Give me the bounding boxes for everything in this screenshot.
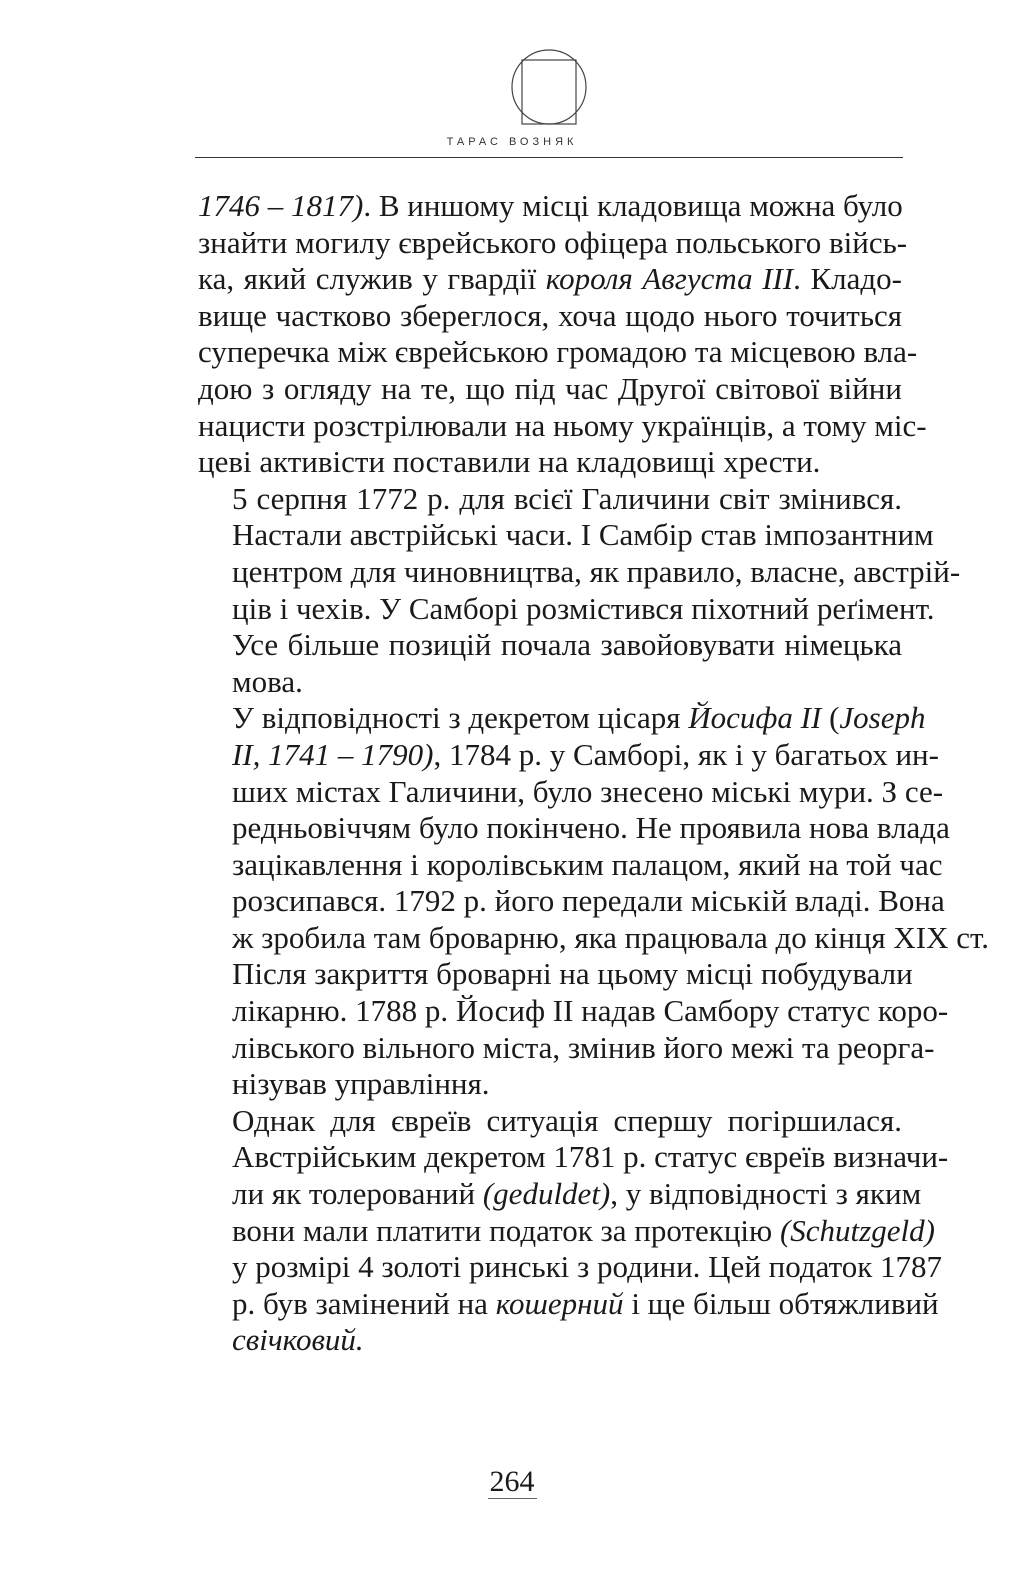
text-run: редньовіччям було покінчено. Не проявила нова влада	[232, 810, 950, 846]
text-run: У відповідності з декретом цісаря	[232, 700, 689, 736]
text-run: знайти могилу єврейського офіцера польського війсь-	[198, 224, 908, 260]
text-line	[198, 664, 902, 701]
text-run: р. був замінений на	[232, 1285, 496, 1321]
italic-run: кошерний	[495, 1285, 624, 1321]
paragraph	[198, 700, 989, 1103]
body-text	[198, 188, 989, 1359]
text-run: лікарню. 1788 р. Йосиф II надав Самбору статус коро-	[232, 993, 949, 1029]
page-number	[0, 1465, 1024, 1499]
text-line	[198, 956, 913, 993]
italic-run: Joseph	[839, 700, 926, 736]
text-line	[198, 627, 902, 664]
text-run: зацікавлення і королівським палацом, який на той час	[232, 846, 943, 882]
text-run: ших містах Галичини, було знесено міські мури. З се-	[232, 773, 944, 809]
text-run: ж зробила там броварню, яка працювала до кінця XIX ст.	[232, 919, 989, 955]
paragraph	[198, 188, 927, 481]
text-line	[198, 1212, 935, 1250]
italic-run: (geduldet)	[482, 1176, 611, 1212]
text-line	[198, 700, 926, 737]
text-run: Однак для євреїв ситуація спершу погіршилася.	[232, 1102, 902, 1138]
italic-run: Йосифа II	[688, 700, 822, 736]
text-line	[198, 371, 902, 408]
text-line	[198, 1249, 943, 1286]
text-line	[198, 846, 943, 884]
text-run: нацисти розстрілювали на ньому українців, а тому міс-	[198, 407, 927, 443]
text-run: Австрійським декретом 1781 р. статус євреїв визначи-	[232, 1139, 949, 1175]
text-run: ців і чехів. У Самборі розмістився піхотний реґімент.	[232, 590, 935, 626]
running-header-author: ТАРАС ВОЗНЯК	[446, 136, 578, 148]
text-run: Після закриття броварні на цьому місці побудували	[232, 956, 913, 992]
text-run: дою з огляду на те, що під час Другої світової війни	[198, 370, 902, 406]
text-line	[198, 224, 908, 262]
text-line	[198, 334, 918, 371]
text-line	[198, 1066, 902, 1103]
text-run: ли як толерований	[232, 1176, 483, 1212]
text-line	[198, 919, 989, 957]
text-run: розсипався. 1792 р. його передали міській владі. Вона	[232, 883, 945, 919]
text-line	[198, 1103, 902, 1140]
text-run: вони мали платити податок за протекцію	[232, 1212, 780, 1248]
text-run: . В иншому місці кладовища можна було	[363, 188, 903, 223]
text-run: у розмірі 4 золоті ринські з родини. Цей податок 1787	[232, 1249, 943, 1285]
text-run: 5 серпня 1772 р. для всієї Галичини світ змінився.	[232, 480, 902, 516]
italic-run: 1746 – 1817)	[198, 188, 364, 223]
page-number-value: 264	[489, 1465, 535, 1498]
text-line	[198, 1322, 902, 1359]
italic-run: короля Августа III	[545, 261, 794, 297]
text-line	[198, 1029, 935, 1067]
text-line	[198, 883, 945, 920]
text-line	[198, 298, 902, 335]
text-line	[198, 773, 944, 811]
header-rule	[195, 157, 903, 158]
text-run: Настали австрійські часи. І Самбір став імпозантним	[232, 517, 934, 553]
text-line	[198, 407, 927, 445]
text-run: Усе більше позицій почала завойовувати німецька	[232, 627, 902, 663]
text-run: вище частково збереглося, хоча щодо нього точиться	[198, 297, 902, 333]
text-run: суперечка між єврейською громадою та місцевою вла-	[198, 334, 918, 370]
italic-run: II, 1741 – 1790)	[232, 736, 434, 772]
circle-square-logo-icon	[510, 48, 588, 126]
text-line	[198, 590, 935, 628]
text-run: , 1784 р. у Самборі, як і у багатьох ин-	[433, 736, 939, 772]
italic-run: свічковий.	[232, 1322, 364, 1358]
text-line	[198, 736, 939, 774]
text-line	[198, 553, 961, 591]
text-run: ка, який служив у гвардії	[198, 261, 546, 297]
paragraph	[198, 480, 961, 701]
text-run: . Кладо-	[793, 261, 903, 297]
text-run: центром для чиновництва, як правило, власне, австрій-	[232, 553, 961, 589]
text-line	[198, 481, 902, 518]
text-line	[198, 444, 902, 481]
text-line	[198, 993, 949, 1030]
text-line	[198, 261, 902, 298]
text-run: , у відповідності з яким	[610, 1176, 922, 1212]
text-line	[198, 517, 934, 554]
text-line	[198, 188, 902, 225]
text-run: мова.	[232, 663, 303, 699]
text-line	[198, 1176, 922, 1213]
text-line	[198, 810, 950, 847]
italic-run: (Schutzgeld)	[779, 1212, 935, 1248]
text-line	[198, 1139, 949, 1176]
text-run: (	[821, 700, 840, 736]
text-run: лівського вільного міста, змінив його межі та реорга-	[232, 1029, 935, 1065]
text-run: і ще більш обтяжливий	[623, 1285, 939, 1321]
text-run: нізував управління.	[232, 1066, 490, 1102]
text-line	[198, 1285, 939, 1323]
text-run: цеві активісти поставили на кладовищі хрести.	[198, 444, 821, 480]
paragraph	[198, 1102, 949, 1359]
